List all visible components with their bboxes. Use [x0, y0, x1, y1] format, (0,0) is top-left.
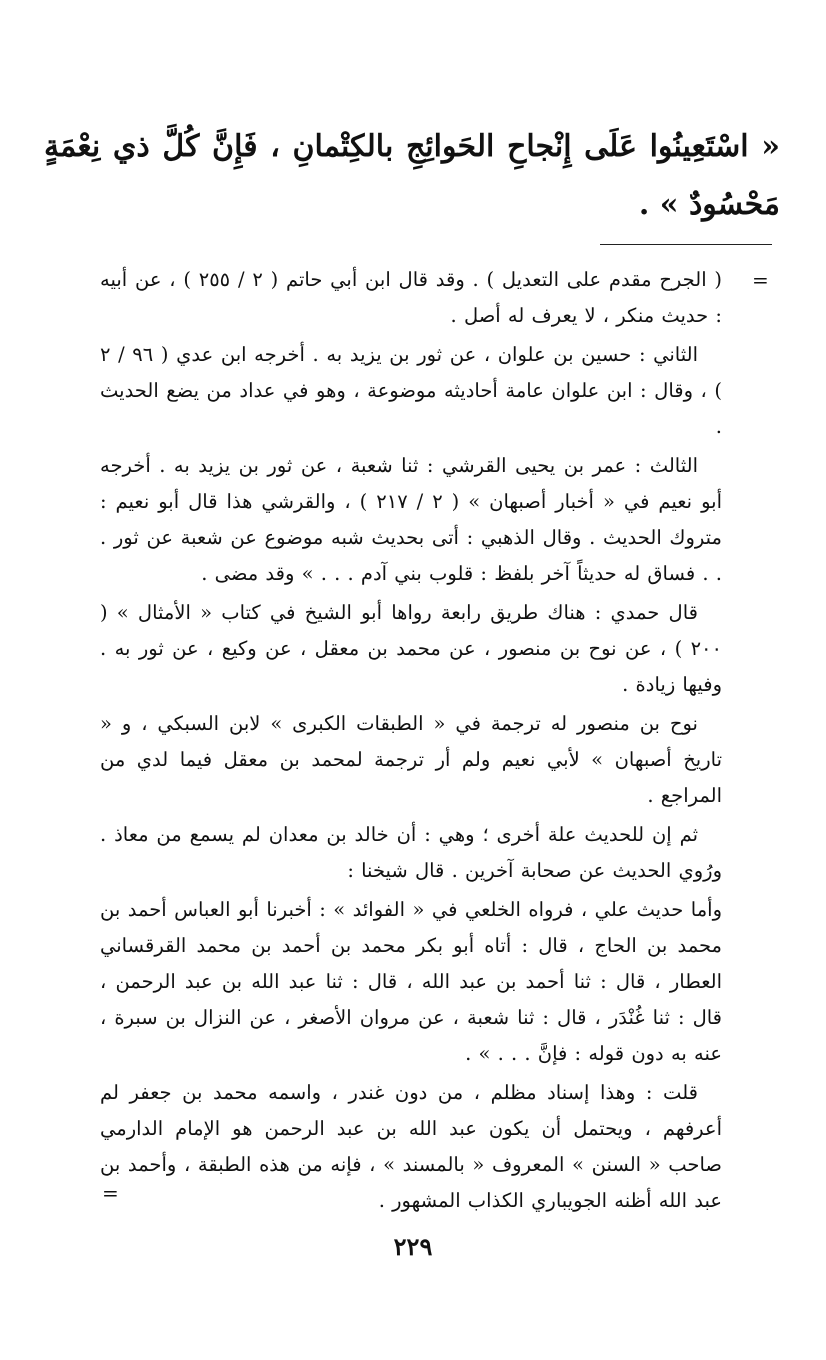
- hadith-text: « اسْتَعِينُوا عَلَى إِنْجاحِ الحَوائِجِ بالكِتْمانِ ، فَإِنَّ كُلَّ ذي نِعْمَةٍ مَحْسُودٌ » .: [44, 129, 780, 222]
- page-number: ٢٢٩: [393, 1232, 433, 1261]
- footnote-paragraph: الثالث : عمر بن يحيى القرشي : ثنا شعبة ، عن ثور بن يزيد به . أخرجه أبو نعيم في « أخبار أصبهان » ( ٢ / ٢١٧ ) ، والقرشي هذا قال أبو نعيم : متروك الحديث . وقال الذهبي : أتى بحديث شبه موضوع عن شعبة عن ثور . . . فساق له حديثاً آخر بلفظ : قلوب بني آدم . . . » وقد مضى .: [100, 454, 722, 585]
- footnote-paragraph: قال حمدي : هناك طريق رابعة رواها أبو الشيخ في كتاب « الأمثال » ( ٢٠٠ ) ، عن نوح بن منصور ، عن محمد بن معقل ، عن وكيع ، عن ثور به . وفيها زيادة .: [100, 601, 722, 696]
- footnote-paragraph: نوح بن منصور له ترجمة في « الطبقات الكبرى » لابن السبكي ، و « تاريخ أصبهان » لأبي نعيم ولم أر ترجمة لمحمد بن معقل فيما لدي من المراجع .: [100, 712, 722, 807]
- footnote-paragraph: ( الجرح مقدم على التعديل ) . وقد قال ابن أبي حاتم ( ٢ / ٢٥٥ ) ، عن أبيه : حديث منكر ، لا يعرف له أصل .: [100, 268, 723, 327]
- footnotes-section: [100, 262, 722, 1222]
- footnote-paragraph: قلت : وهذا إسناد مظلم ، من دون غندر ، واسمه محمد بن جعفر لم أعرفهم ، ويحتمل أن يكون عبد الله بن عبد الرحمن هو الإمام الدارمي صاحب « السنن » المعروف « بالمسند » ، فإنه من هذه الطبقة ، وأحمد بن عبد الله أظنه الجويباري الكذاب المشهور .: [100, 1081, 722, 1212]
- continuation-mark-bottom: =: [102, 1181, 119, 1205]
- footnote-paragraph: وأما حديث علي ، فرواه الخلعي في « الفوائد » : أخبرنا أبو العباس أحمد بن محمد بن الحاج ، قال : أتاه أبو بكر محمد بن أحمد بن محمد القرقساني العطار ، قال : ثنا أحمد بن عبد الله ، قال : ثنا عبد الله بن عبد الرحمن ، قال : ثنا غُنْدَر ، قال : ثنا شعبة ، عن مروان الأصغر ، عن النزال بن سبرة ، عنه به دون قوله : فإنَّ . . . » .: [100, 898, 722, 1065]
- footnote-paragraph: الثاني : حسين بن علوان ، عن ثور بن يزيد به . أخرجه ابن عدي ( ٩٦ / ٢ ) ، وقال : ابن علوان عامة أحاديثه موضوعة ، وهو في عداد من يضع الحديث .: [100, 343, 722, 438]
- footnote-separator: [600, 244, 772, 245]
- footnote-paragraph: ثم إن للحديث علة أخرى ؛ وهي : أن خالد بن معدان لم يسمع من معاذ . ورُوي الحديث عن صحابة آخرين . قال شيخنا :: [100, 823, 722, 882]
- continuation-mark-top: =: [752, 268, 769, 292]
